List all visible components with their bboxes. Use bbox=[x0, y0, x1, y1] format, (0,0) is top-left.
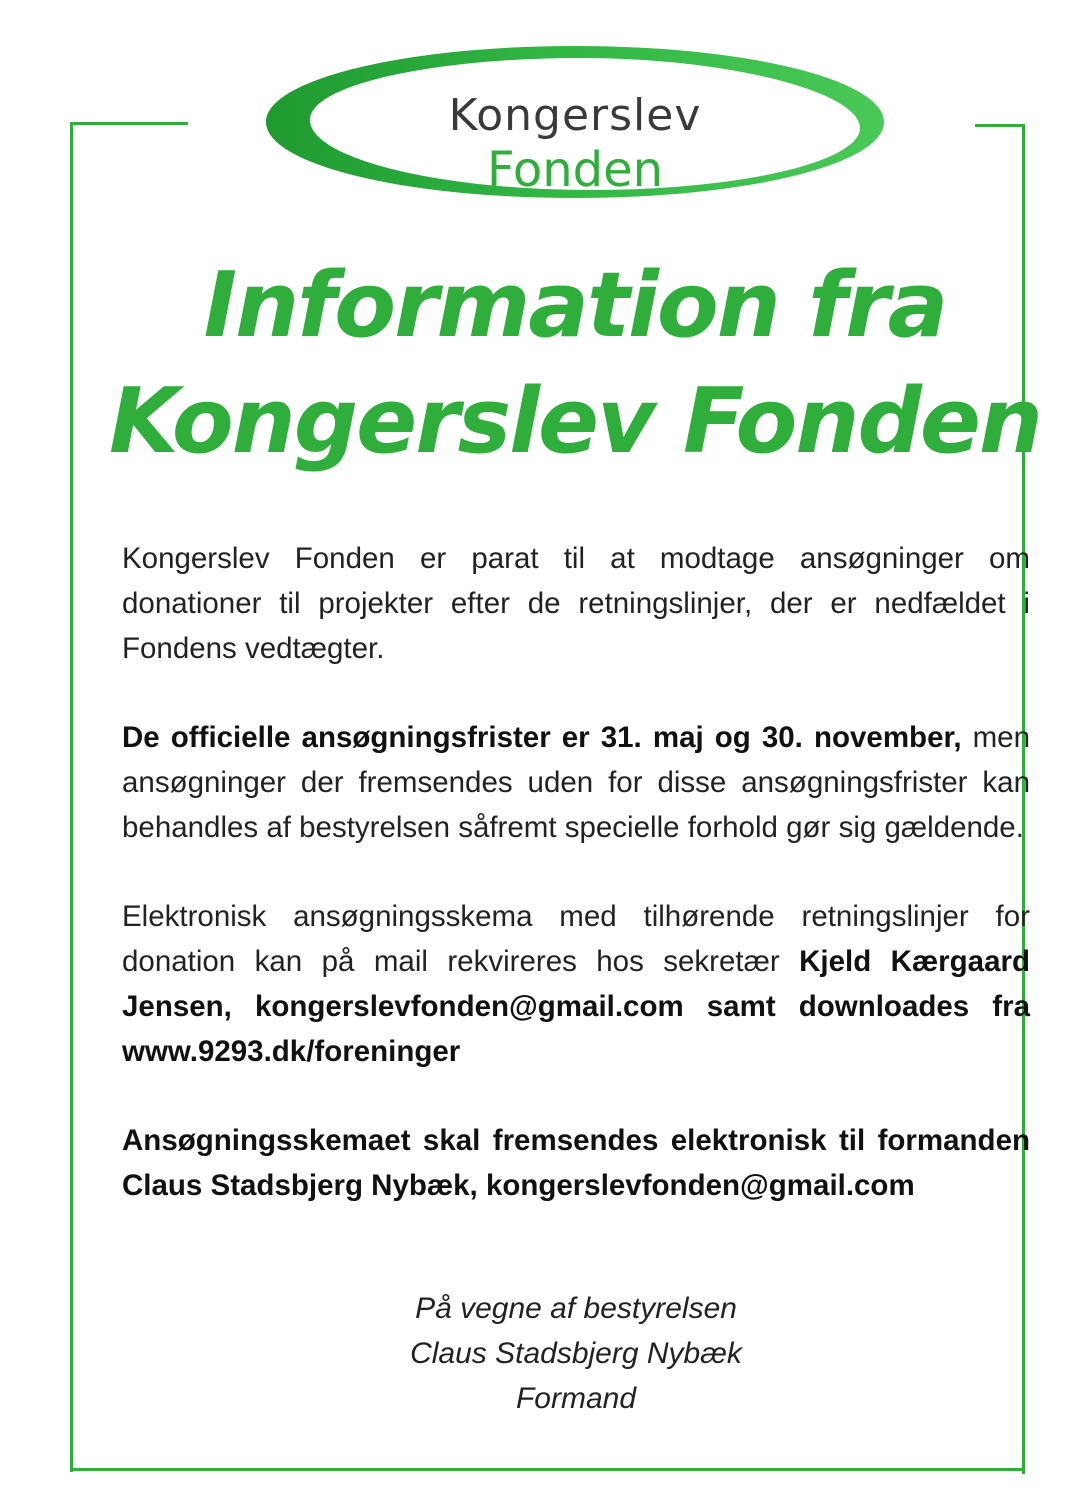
deadlines-bold: De officielle ansøgningsfrister er 31. maj og 30. november, bbox=[122, 721, 962, 754]
form-request-contact: Kjeld Kærgaard Jensen, kongerslevfonden@gmail.com samt downloades fra www.9293.dk/foreninger bbox=[122, 945, 1030, 1068]
logo-text-fonden: Fonden bbox=[486, 142, 664, 198]
frame-top-right-line bbox=[975, 124, 1025, 127]
signature-role: Formand bbox=[515, 1382, 637, 1415]
frame-bottom-line bbox=[70, 1468, 1025, 1471]
form-request-text: Elektronisk ansøgningsskema med tilhørende retningslinjer for donation kan på mail rekvireres hos sekretær bbox=[122, 900, 1030, 978]
submission-bold: Ansøgningsskemaet skal fremsendes elektronisk til formanden Claus Stadsbjerg Nybæk, kongerslevfonden@gmail.com bbox=[122, 1124, 1030, 1202]
signature-line-1: På vegne af bestyrelsen bbox=[415, 1292, 737, 1325]
paragraph-submission bbox=[122, 1118, 1030, 1208]
body-text bbox=[122, 536, 1030, 1208]
paragraph-form-request bbox=[122, 894, 1030, 1074]
page-title bbox=[95, 248, 1055, 480]
title-line-2: Kongerslev Fonden bbox=[109, 369, 1041, 474]
logo-text-kongerslev: Kongerslev bbox=[448, 90, 702, 141]
frame-left-line bbox=[70, 122, 73, 1472]
signature-block bbox=[122, 1286, 1030, 1421]
deadlines-rest: men ansøgninger der fremsendes uden for disse ansøgningsfrister kan behandles af bestyrelsen såfremt specielle forhold gør sig gældende. bbox=[122, 721, 1030, 844]
frame-top-left-line bbox=[70, 122, 188, 125]
signature-name: Claus Stadsbjerg Nybæk bbox=[410, 1337, 742, 1370]
logo bbox=[262, 40, 888, 205]
paragraph-deadlines bbox=[122, 715, 1030, 850]
paragraph-intro: Kongerslev Fonden er parat til at modtage ansøgninger om donationer til projekter efter de retningslinjer, der er nedfældet i Fondens vedtægter. bbox=[122, 542, 1030, 665]
title-line-1: Information fra bbox=[203, 253, 947, 358]
